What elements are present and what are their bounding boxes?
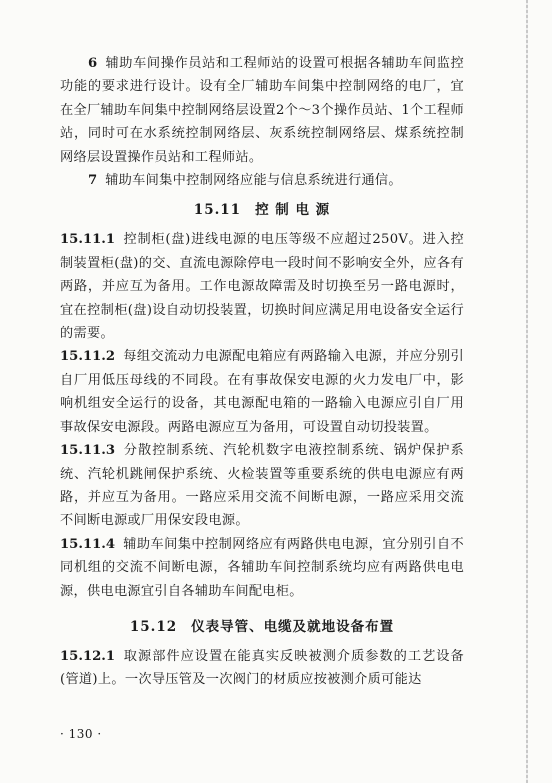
item-text: 辅助车间集中控制网络应能与信息系统进行通信。 [105, 173, 402, 189]
item-number: 6 [88, 56, 98, 71]
clause-15-11-3 [60, 439, 464, 533]
clause-text: 辅助车间集中控制网络应有两路供电电源，宜分别引自不同机组的交流不间断电源，各辅助车间控制系统均应有两路供电电源，供电电源宜引自各辅助车间配电柜。 [60, 536, 464, 599]
list-item-7 [60, 169, 464, 192]
clause-text: 分散控制系统、汽轮机数字电液控制系统、锅炉保护系统、汽轮机跳闸保护系统、火检装置等重要系统的供电电源应有两路，并应互为备用。一路应采用交流不间断电源，一路应采用交流不间断电源或厂用保安段电源。 [60, 443, 464, 529]
section-title: 控 制 电 源 [255, 202, 331, 219]
clause-number: 15.11.3 [60, 443, 116, 459]
clause-text: 每组交流动力电源配电箱应有两路输入电源，并应分别引自厂用低压母线的不同段。在有事故保安电源的火力发电厂中，影响机组安全运行的设备，其电源配电箱的一路输入电源应引自厂用事故保安电源段。两路电源应互为备用，可设置自动切投装置。 [60, 349, 464, 435]
section-number: 15.12 [129, 618, 178, 635]
item-text: 辅助车间操作员站和工程师站的设置可根据各辅助车间监控功能的要求进行设计。设有全厂辅助车间集中控制网络的电厂，宜在全厂辅助车间集中控制网络层设置2个～3个操作员站、1个工程师站，同时可在水系统控制网络层、灰系统控制网络层、煤系统控制网络层设置操作员站和工程师站。 [60, 56, 464, 165]
clause-15-11-1 [60, 228, 464, 345]
section-number: 15.11 [193, 202, 242, 219]
section-heading-15-11 [60, 192, 464, 228]
clause-number: 15.12.1 [60, 648, 116, 664]
section-title: 仪表导管、电缆及就地设备布置 [191, 618, 395, 635]
clause-15-11-2 [60, 345, 464, 439]
clause-text: 控制柜(盘)进线电源的电压等级不应超过250V。进入控制装置柜(盘)的交、直流电源除停电一段时间不影响安全外，应各有两路，并应互为备用。工作电源故障需及时切换至另一路电源时，宜在控制柜(盘)设自动切投装置，切换时间应满足用电设备安全运行的需要。 [60, 232, 464, 342]
section-heading-15-12 [60, 609, 464, 645]
clause-15-12-1 [60, 645, 464, 692]
clause-number: 15.11.4 [60, 536, 116, 552]
page-edge-shadow [526, 0, 528, 783]
clause-number: 15.11.1 [60, 232, 116, 248]
list-item-6 [60, 52, 464, 169]
item-number: 7 [88, 173, 98, 189]
clause-15-11-4 [60, 533, 464, 603]
page-number: · 130 · [60, 727, 102, 741]
clause-text: 取源部件应设置在能真实反映被测介质参数的工艺设备(管道)上。一次导压管及一次阀门的材质应按被测介质可能达 [60, 648, 464, 688]
page-content [60, 52, 464, 692]
clause-number: 15.11.2 [60, 349, 116, 365]
